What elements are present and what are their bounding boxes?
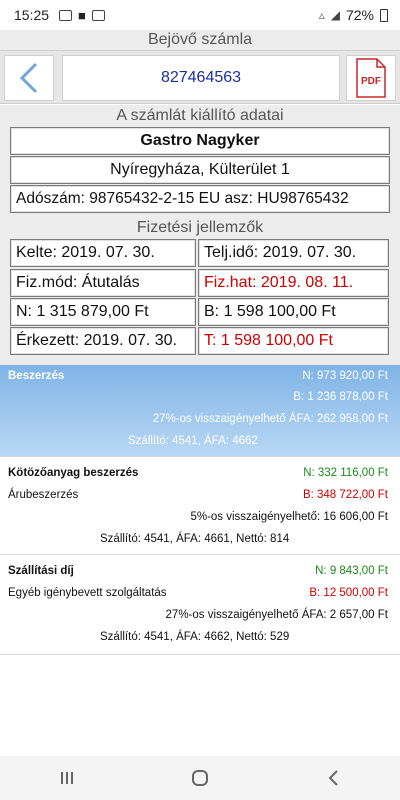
item-meta: Szállító: 4541, ÁFA: 4662 <box>128 435 258 447</box>
recents-icon <box>59 770 75 786</box>
back-button[interactable] <box>4 55 54 101</box>
pdf-icon <box>355 58 387 98</box>
item-meta: Szállító: 4541, ÁFA: 4661, Nettó: 814 <box>100 533 290 545</box>
page-title: Bejövő számla <box>0 30 400 50</box>
payment-fizmod: Fiz.mód: Átutalás <box>10 269 196 297</box>
home-icon <box>191 769 209 787</box>
battery-icon <box>380 9 388 22</box>
payment-tartozas: T: 1 598 100,00 Ft <box>198 327 389 355</box>
notification-icons <box>59 8 105 23</box>
chevron-left-icon <box>18 62 40 94</box>
system-nav-bar <box>0 756 400 800</box>
battery-percent: 72% <box>345 7 374 23</box>
signal-icon: ◢ <box>330 8 340 22</box>
item-subtitle: Árubeszerzés <box>8 489 79 501</box>
home-button[interactable] <box>170 758 230 798</box>
item-title: Szállítási díj <box>8 565 74 577</box>
issuer-tax: Adószám: 98765432-2-15 EU asz: HU98765432 <box>10 185 390 213</box>
gallery-icon <box>59 10 72 21</box>
invoice-header <box>0 50 400 104</box>
list-item[interactable] <box>0 365 400 457</box>
payment-fizhat: Fiz.hat: 2019. 08. 11. <box>198 269 389 297</box>
payment-erkezett: Érkezett: 2019. 07. 30. <box>10 327 196 355</box>
issuer-name: Gastro Nagyker <box>10 127 390 155</box>
checkbox-icon <box>92 10 105 21</box>
item-net: N: 332 116,00 Ft <box>303 467 388 479</box>
payment-brutto: B: 1 598 100,00 Ft <box>198 298 389 326</box>
status-right <box>319 7 388 23</box>
status-time: 15:25 <box>14 7 50 23</box>
item-vat: 27%-os visszaigényelhető ÁFA: 262 958,00 Ft <box>152 413 388 425</box>
pdf-label: PDF <box>361 76 381 87</box>
status-bar <box>0 0 400 30</box>
item-title: Beszerzés <box>8 370 65 382</box>
list-item[interactable] <box>0 555 400 655</box>
invoice-number: 827464563 <box>62 55 340 101</box>
item-gross: B: 348 722,00 Ft <box>302 489 388 501</box>
list-item[interactable] <box>0 457 400 555</box>
item-vat: 27%-os visszaigényelhető ÁFA: 2 657,00 Ft <box>165 609 388 621</box>
back-icon <box>327 769 339 787</box>
item-gross: B: 12 500,00 Ft <box>309 587 388 599</box>
nav-back-button[interactable] <box>303 758 363 798</box>
item-vat: 5%-os visszaigényelhető: 16 606,00 Ft <box>190 511 388 523</box>
item-net: N: 973 920,00 Ft <box>302 370 388 382</box>
issuer-section-title: A számlát kiállító adatai <box>0 107 400 125</box>
recents-button[interactable] <box>37 758 97 798</box>
wifi-icon: ▵ <box>318 8 325 22</box>
issuer-address: Nyíregyháza, Külterület 1 <box>10 156 390 184</box>
item-subtitle: Egyéb igénybevett szolgáltatás <box>8 587 167 599</box>
message-icon: ■ <box>78 7 86 23</box>
item-net: N: 9 843,00 Ft <box>315 565 388 577</box>
item-gross: B: 1 236 878,00 Ft <box>293 391 388 403</box>
item-meta: Szállító: 4541, ÁFA: 4662, Nettó: 529 <box>100 631 290 643</box>
payment-section-title: Fizetési jellemzők <box>0 219 400 237</box>
pdf-button[interactable] <box>346 55 396 101</box>
payment-kelte: Kelte: 2019. 07. 30. <box>10 239 196 267</box>
payment-netto: N: 1 315 879,00 Ft <box>10 298 196 326</box>
payment-telj: Telj.idő: 2019. 07. 30. <box>198 239 389 267</box>
item-title: Kötözőanyag beszerzés <box>8 467 139 479</box>
